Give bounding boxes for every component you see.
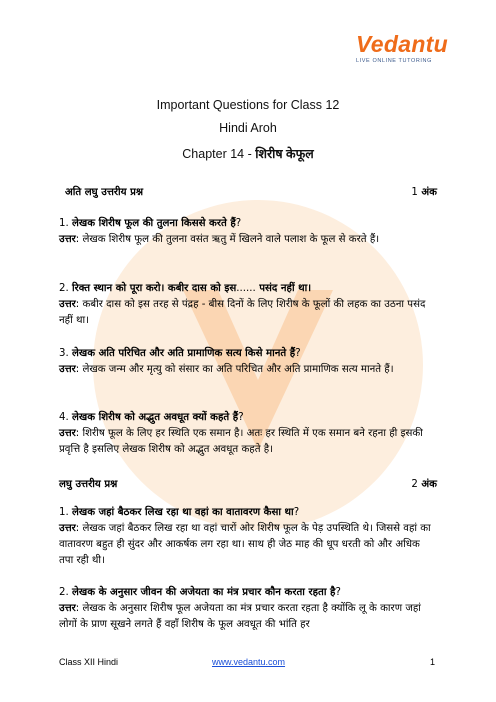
logo-wordmark: Vedantu bbox=[356, 31, 448, 57]
question-block-4 bbox=[59, 410, 437, 458]
question-text: 2. रिक्त स्थान को पूरा करो। कबीर दास को इस...... पसंद नहीं था। bbox=[59, 283, 312, 294]
document-subject: Hindi Aroh bbox=[219, 121, 277, 135]
question-block-2 bbox=[59, 281, 437, 329]
question-text: 1. लेखक शिरीष फूल की तुलना किससे करते हैं? bbox=[59, 218, 242, 229]
question-block-1 bbox=[59, 216, 437, 248]
section-title: अति लघु उत्तरीय प्रश्न bbox=[65, 187, 144, 198]
section-heading-2 bbox=[59, 476, 437, 490]
chapter-heading bbox=[0, 145, 496, 162]
question-text: 1. लेखक जहां बैठकर लिख रहा था वहां का वातावरण कैसा था? bbox=[59, 507, 300, 518]
question-text: 2. लेखक के अनुसार जीवन की अजेयता का मंत्र प्रचार कौन करता रहता है? bbox=[59, 587, 341, 598]
document-title: Important Questions for Class 12 bbox=[156, 98, 340, 112]
question-block-6 bbox=[59, 585, 437, 633]
question-text: 3. लेखक अति परिचित और अति प्रामाणिक सत्य किसे मानते हैं? bbox=[59, 348, 301, 359]
footer-website-link[interactable]: www.vedantu.com bbox=[212, 657, 286, 667]
section-marks: 2 अंक bbox=[411, 479, 437, 490]
answer-text: उत्तर: लेखक जन्म और मृत्यु को संसार का अति परिचित और अति प्रामाणिक सत्य मानते हैं। bbox=[59, 364, 394, 375]
footer-page-number: 1 bbox=[430, 657, 436, 667]
question-block-3 bbox=[59, 346, 437, 378]
section-marks: 1 अंक bbox=[411, 187, 437, 198]
section-title: लघु उत्तरीय प्रश्न bbox=[59, 479, 118, 490]
answer-text: उत्तर: लेखक के अनुसार शिरीष फूल अजेयता का मंत्र प्रचार करता रहता है क्योंकि लू के कारण जहां लोगों के प्राण सूखने लगते हैं वहाँ शिरीष के फूल अवधूत की भांति हर bbox=[59, 603, 421, 630]
logo-tagline: LIVE ONLINE TUTORING bbox=[356, 58, 432, 64]
question-block-5 bbox=[59, 505, 437, 569]
footer-class-label: Class XII Hindi bbox=[59, 657, 119, 667]
answer-text: उत्तर: शिरीष फूल के लिए हर स्थिति एक समान है। अतः हर स्थिति में एक समान बने रहना ही इसकी प्रवृत्ति है इसलिए लेखक शिरीष को अद्भुत अवधूत कहते है। bbox=[59, 428, 423, 455]
chapter-number: Chapter 14 - bbox=[182, 147, 256, 161]
section-heading-1 bbox=[59, 184, 437, 198]
answer-text: उत्तर: लेखक शिरीष फूल की तुलना वसंत ऋतु में खिलने वाले पलाश के फूल से करते हैं। bbox=[59, 234, 380, 245]
vedantu-logo bbox=[356, 32, 460, 64]
question-text: 4. लेखक शिरीष को अद्भुत अवधूत क्यों कहते हैं? bbox=[59, 412, 244, 423]
chapter-title: शिरीष केफूल bbox=[255, 147, 314, 161]
answer-text: उत्तर: कबीर दास को इस तरह से पंद्रह - बीस दिनों के लिए शिरीष के फूलों की लहक का उठना पसंद नहीं था। bbox=[59, 299, 426, 326]
answer-text: उत्तर: लेखक जहां बैठकर लिख रहा था वहां चारों ओर शिरीष फूल के पेड़ उपस्थिति थे। जिससे वहां का वातावरण बहुत ही सुंदर और आकर्षक लग रहा था। साथ ही जेठ माह की धूप धरती को और अधिक तपा रही थी। bbox=[59, 523, 431, 566]
